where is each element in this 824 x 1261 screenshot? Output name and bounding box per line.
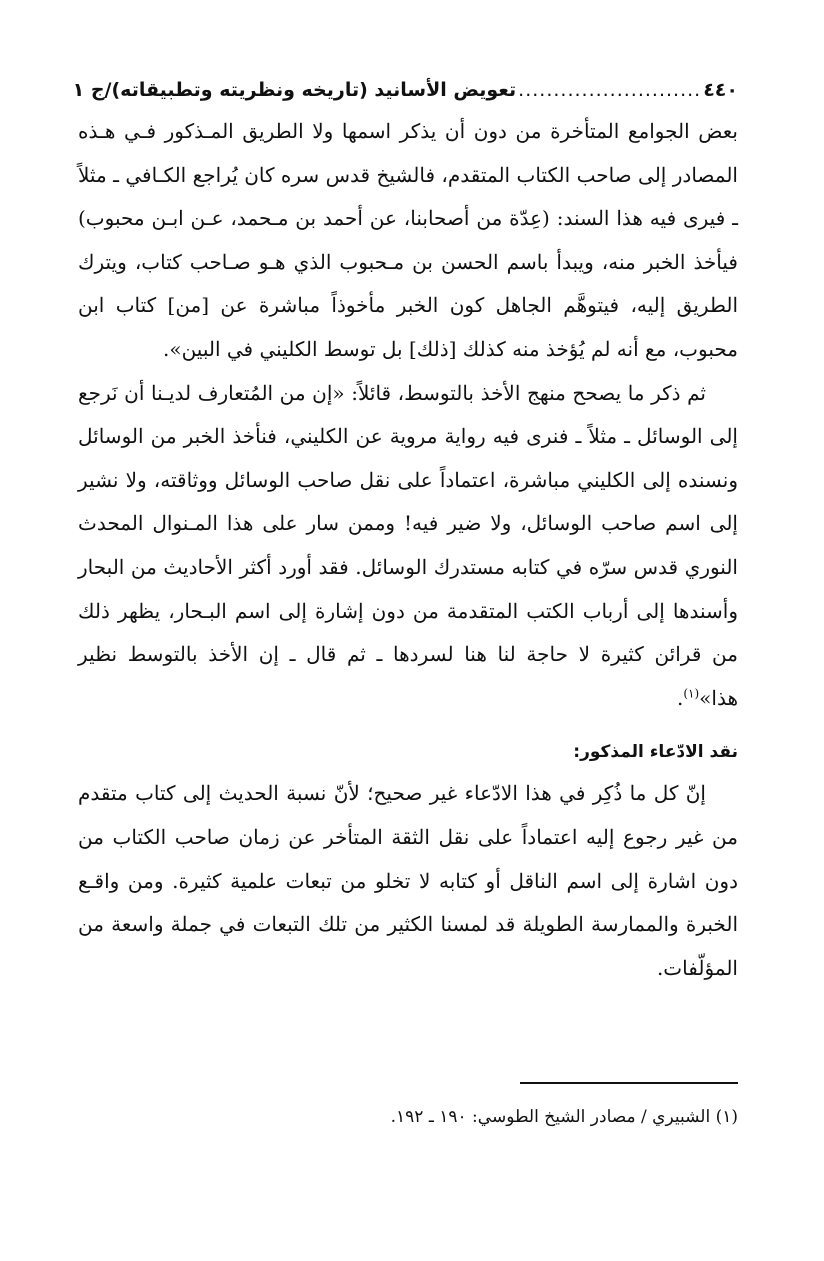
section-subheading: نقد الادّعاء المذكور:: [573, 742, 738, 763]
footnote-ref: (١): [683, 686, 700, 701]
running-title: تعويض الأسانيد (تاريخه ونظريته وتطبيقاته)/ج ١: [72, 79, 517, 101]
footnote-divider: [520, 1082, 738, 1084]
book-page: [72, 70, 739, 990]
paragraph-3: إنّ كل ما ذُكِر في هذا الادّعاء غير صحيح؛ لأنّ نسبة الحديث إلى كتاب متقدم من غير رجوع إليه اعتماداً على نقل الثقة المتأخر عن زمان صاحب الكتاب من دون اشارة إلى اسم الناقل أو كتابه لا تخلو من تبعات علمية كثيرة. ومن واقـع الخبرة والممارسة الطويلة قد لمسنا الكثير من تلك التبعات في جملة واسعة من المؤلّفات.: [78, 781, 738, 980]
page-number: ٤٤٠: [703, 79, 738, 101]
paragraph-2: ثم ذكر ما يصحح منهج الأخذ بالتوسط، قائلاً: «إن من المُتعارف لديـنا أن نَرجع إلى الوسائل ـ مثلاً ـ فنرى فيه رواية مروية عن الكليني، فنأخذ الخبر من الوسائل ونسنده إلى الكليني مباشرة، اعتماداً على نقل صاحب الوسائل ووثاقته، ولا نشير إلى اسم صاحب الوسائل، ولا ضير فيه! وممن سار على هذا المـنوال المحدث النوري قدس سرّه في كتابه مستدرك الوسائل. فقد أورد أكثر الأحاديث من البحار وأسندها إلى أرباب الكتب المتقدمة من دون إشارة إلى اسم البـحار، يظهر ذلك من قرائن كثيرة لا حاجة لنا هنا لسردها ـ ثم قال ـ إن الأخذ بالتوسط نظير هذا»$^{(١)}$.: [78, 380, 738, 710]
paragraph-1: بعض الجوامع المتأخرة من دون أن يذكر اسمها ولا الطريق المـذكور فـي هـذه المصادر إلى صاحب الكتاب المتقدم، فالشيخ قدس سره كان يُراجع الكـافي ـ مثلاً ـ فيرى فيه هذا السند: (عِدّة من أصحابنا، عن أحمد بن مـحمد، عـن ابـن محبوب) فيأخذ الخبر منه، ويبدأ باسم الحسن بن مـحبوب الذي هـو صـاحب كتاب، ويترك الطريق إليه، فيتوهَّم الجاهل كون الخبر مأخوذاً مباشرة عن [من] كتاب ابن محبوب، مع أنه لم يُؤخذ منه كذلك [ذلك] بل توسط الكليني في البين».: [78, 119, 739, 361]
header-dot-leader: ..........................: [518, 79, 702, 101]
footnote: (١) الشبيري / مصادر الشيخ الطوسي: ١٩٠ ـ ١٩٢.: [390, 1107, 738, 1127]
running-header: [72, 70, 738, 110]
paragraph-2-text: ثم ذكر ما يصحح منهج الأخذ بالتوسط، قائلاً: «إن من المُتعارف لديـنا أن نَرجع إلى الوسائل ـ مثلاً ـ فنرى فيه رواية مروية عن الكليني، فنأخذ الخبر من الوسائل ونسنده إلى الكليني مباشرة، اعتماداً على نقل صاحب الوسائل ووثاقته، ولا نشير إلى اسم صاحب الوسائل، ولا ضير فيه! وممن سار على هذا المـنوال المحدث النوري قدس سرّه في كتابه مستدرك الوسائل. فقد أورد أكثر الأحاديث من البحار وأسندها إلى أرباب الكتب المتقدمة من دون إشارة إلى اسم البـحار، يظهر ذلك من قرائن كثيرة لا حاجة لنا هنا لسردها ـ ثم قال ـ إن الأخذ بالتوسط نظير هذا»: [78, 380, 738, 710]
